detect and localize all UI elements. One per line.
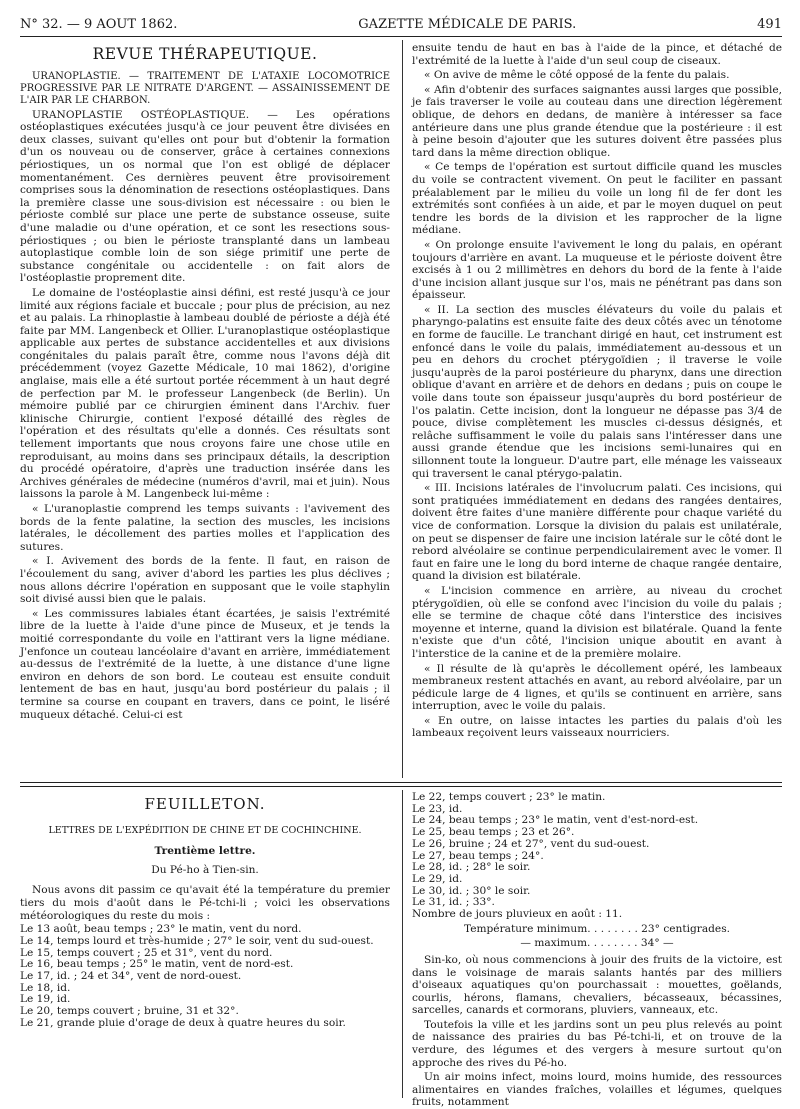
feuilleton-left-column (20, 792, 390, 1098)
feuilleton-paragraph: Un air moins infect, moins lourd, moins humide, des ressources alimentaires en viandes fraîches, volailles et légumes, quelques fruits, notamment (412, 1071, 782, 1109)
weather-log-right (412, 792, 782, 921)
article-paragraph: « L'uranoplastie comprend les temps suivants : l'avivement des bords de la fente palatine, la section des muscles, les incisions latérales, le décollement des parties molles et l'application des sutures. (20, 503, 390, 553)
article-paragraph: « II. La section des muscles élévateurs du voile du palais et pharyngo-palatins est ensuite faite des deux côtés avec un ténotome en forme de faucille. Le tranchant dirigé en haut, cet instrument est enfoncé dans le voile du palais, immédiatement au-dessous et un peu en dehors du crochet ptérygoïdien ; il traverse le voile jusqu'auprès de la paroi postérieure du pharynx, dans une direction oblique d'avant en arrière et de dehors en dedans ; puis on coupe le voile dans toute son épaisseur jusqu'auprès du bord postérieur de l'os palatin. Cette incision, dont la longueur ne dépasse pas 3/4 de pouce, divise complètement les muscles ci-dessus désignés, et relâche suffisamment le voile du palais sans l'intéresser dans une aussi grande étendue que les incisions semi-lunaires qui en sillonnent toute la longueur. D'autre part, elle ménage les vaisseaux qui traversent le canal ptérygo-palatin. (412, 303, 782, 480)
temperature-maximum: — maximum. . . . . . . . 34° — (520, 937, 674, 950)
weather-entry: Le 28, id. ; 28° le soir. (412, 861, 531, 874)
article-paragraph: « III. Incisions latérales de l'involucrum palati. Ces incisions, qui sont pratiquées immédiatement en dedans des rangées dentaires, doivent être faites d'une manière différente pour chaque variété du vice de conformation. Lorsque la division du palais est unilatérale, on peut se dispenser de faire une incision latérale sur le côté dont le rebord alvéolaire se continue perpendiculairement avec le vomer. Il faut en faire une le long du bord interne de chaque rangée dentaire, quand la division est bilatérale. (412, 482, 782, 583)
letter-location: Du Pé-ho à Tien-sin. (151, 863, 259, 876)
weather-entry: Le 29, id. (412, 872, 463, 885)
letter-intro: Nous avons dit passim ce qu'avait été la température du premier tiers du mois d'août dans le Pé-tchi-li ; voici les observations météorologiques du reste du mois : (20, 884, 390, 922)
article-left-column (20, 42, 390, 777)
feuilleton-paragraph: Toutefois la ville et les jardins sont un peu plus relevés au point de naissance des prairies du bas Pé-tchi-li, et on trouve de la verdure, des légumes et des vergers à mesure surtout qu'on approche des rives du Pé-ho. (412, 1018, 782, 1069)
article-right-column (412, 42, 782, 777)
weather-entry: Le 22, temps couvert ; 23° le matin. (412, 791, 606, 803)
weather-entry: Le 16, beau temps ; 25° le matin, vent de nord-est. (20, 958, 294, 971)
article-paragraph: ensuite tendu de haut en bas à l'aide de la pince, et détaché de l'extrémité de la luette à l'aide d'un seul coup de ciseaux. (412, 42, 782, 67)
weather-entry: Le 24, beau temps ; 23° le matin, vent d'est-nord-est. (412, 814, 699, 827)
issue-date: N° 32. — 9 AOUT 1862. (20, 17, 178, 32)
feuilleton-paragraph: Sin-ko, où nous commencions à jouir des fruits de la victoire, est dans le voisinage de marais salants hantés par des milliers d'oiseaux aquatiques qu'on pourchassait : mouettes, goëlands, courlis, hérons, flamans, chevaliers, bécasseaux, bécassines, sarcelles, canards et cormorans, pluviers, vanneaux, etc. (412, 953, 782, 1017)
page-number: 491 (757, 17, 782, 32)
column-divider (402, 40, 403, 778)
weather-entry: Le 13 août, beau temps ; 23° le matin, vent du nord. (20, 923, 302, 936)
article-paragraph: « Ce temps de l'opération est surtout difficile quand les muscles du voile se contractent vivement. On peut le faciliter en passant préalablement par le milieu du voile un long fil de fer dont les extrémités sont confiées à un aide, et par le moyen duquel on peut tendre les bords de la division et les rapprocher de la ligne médiane. (412, 161, 782, 237)
weather-entry: Le 23, id. (412, 802, 463, 815)
weather-log-left (20, 924, 390, 1029)
letter-number: Trentième lettre. (154, 845, 256, 858)
weather-entry: Le 15, temps couvert ; 25 et 31°, vent du nord. (20, 946, 273, 959)
article-paragraph: « I. Avivement des bords de la fente. Il faut, en raison de l'écoulement du sang, aviver d'abord les parties les plus déclives ; nous allons décrire l'opération en supposant que le voile staphylin soit divisé aussi bien que le palais. (20, 555, 390, 606)
weather-entry: Le 26, bruine ; 24 et 27°, vent du sud-ouest. (412, 837, 650, 850)
temperature-minimum: Température minimum. . . . . . . . 23° centigrades. (463, 922, 731, 935)
article-paragraph: « Les commissures labiales étant écartées, je saisis l'extrémité libre de la luette à l'aide d'une pince de Museux, et je tends la moitié correspondante du voile en l'attirant vers la ligne médiane. J'enfonce un couteau lancéolaire d'avant en arrière, immédiatement au-dessus de l'extrémité de la luette, à une distance d'une ligne environ en dehors de son bord. Le couteau est ensuite conduit lentement de bas en haut, jusqu'au bord postérieur du palais ; il termine sa course en coupant en travers, dans ce point, le liséré muqueux détaché. Celui-ci est (20, 607, 390, 721)
weather-entry: Le 14, temps lourd et très-humide ; 27° le soir, vent du sud-ouest. (20, 934, 374, 947)
weather-entry: Le 18, id. (20, 981, 71, 994)
weather-entry: Le 27, beau temps ; 24°. (412, 849, 544, 862)
journal-title: GAZETTE MÉDICALE DE PARIS. (358, 17, 577, 32)
weather-entry: Le 19, id. (20, 993, 71, 1006)
article-paragraph: « L'incision commence en arrière, au niveau du crochet ptérygoïdien, où elle se confond avec l'incision du voile du palais ; elle se termine de chaque côté dans l'interstice des incisives moyenne et interne, quand la division est bilatérale. Quand la fente n'existe que d'un côté, l'incision unique aboutit en avant à l'interstice de la canine et de la première molaire. (412, 584, 782, 660)
article-paragraph: « Il résulte de là qu'après le décollement opéré, les lambeaux membraneux restent attachés en avant, au rebord alvéolaire, par un pédicule large de 4 lignes, et qu'ils se continuent en arrière, sans interruption, avec le voile du palais. (412, 662, 782, 713)
page-header (20, 10, 782, 32)
article-paragraph: URANOPLASTIE OSTÉOPLASTIQUE. — Les opérations ostéoplastiques exécutées jusqu'à ce jour peuvent être divisées en deux classes, suivant qu'elles ont pour but d'obtenir la formation d'un os nouveau ou de conserver, grâce à certaines connexions périostiques, un os normal que l'on est obligé de déplacer momentanément. Ces dernières peuvent être provisoirement comprises sous la dénomination de resections ostéoplastiques. Dans la première classe une sous-division est nécessaire : ou bien le périoste comblé sur place une perte de substance osseuse, suite d'une maladie ou d'une opération, et ce sont les resections sous-périostiques ; ou bien le périoste transplanté dans un lambeau autoplastique comble loin de son siége primitif une perte de substance congénitale ou accidentelle : on fait alors de l'ostéoplastie proprement dite. (20, 108, 390, 285)
rainy-days-count: Nombre de jours pluvieux en août : 11. (412, 908, 623, 921)
feuilleton-rule-bottom (20, 786, 782, 787)
feuilleton-rule-top (20, 782, 782, 783)
newspaper-page (20, 10, 782, 1109)
article-paragraph: « On prolonge ensuite l'avivement le long du palais, en opérant toujours d'arrière en avant. La muqueuse et le périoste doivent être excisés à 1 ou 2 millimètres en dehors du bord de la fente à l'aide d'une incision allant jusque sur l'os, mais ne pénétrant pas dans son épaisseur. (412, 238, 782, 302)
weather-entry: Le 30, id. ; 30° le soir. (412, 884, 531, 897)
feuilleton-title: FEUILLETON. (144, 795, 266, 813)
weather-entry: Le 17, id. ; 24 et 34°, vent de nord-ouest. (20, 969, 242, 982)
article-paragraph: « Afin d'obtenir des surfaces saignantes aussi larges que possible, je fais traverser le voile au couteau dans une direction légèrement oblique, de dehors en dedans, de manière à intéresser sa face antérieure dans une plus grande étendue que la postérieure : il est à peine besoin d'ajouter que les sutures doivent être passées plus tard dans la même direction oblique. (412, 83, 782, 159)
weather-entry: Le 31, id. ; 33°. (412, 896, 495, 909)
weather-entry: Le 25, beau temps ; 23 et 26°. (412, 826, 575, 839)
section-title: REVUE THÉRAPEUTIQUE. (92, 45, 318, 63)
article-subtitle: URANOPLASTIE. — TRAITEMENT DE L'ATAXIE LOCOMOTRICE PROGRESSIVE PAR LE NITRATE D'ARGENT. — ASSAINISSEMENT DE L'AIR PAR LE CHARBON. (20, 70, 390, 106)
letter-heading: LETTRES DE L'EXPÉDITION DE CHINE ET DE COCHINCHINE. (48, 824, 362, 836)
header-rule (20, 36, 782, 37)
feuilleton-right-column (412, 791, 782, 1109)
weather-entry: Le 20, temps couvert ; bruine, 31 et 32°. (20, 1005, 239, 1018)
article-paragraph: « En outre, on laisse intactes les parties du palais d'où les lambeaux reçoivent leurs vaisseaux nourriciers. (412, 714, 782, 740)
article-paragraph: Le domaine de l'ostéoplastie ainsi défini, est resté jusqu'à ce jour limité aux régions faciale et buccale ; pour plus de précision, au nez et au palais. La rhinoplastie à lambeau doublé de périoste a déjà été faite par MM. Langenbeck et Ollier. L'uranoplastique ostéoplastique applicable aux pertes de substance accidentelles et aux divisions congénitales du palais paraît être, comme nous l'avons déjà dit précédemment (voyez Gazette Médicale, 10 mai 1862), d'origine anglaise, mais elle a été surtout portée récemment à un haut degré de perfection par M. le professeur Langenbeck (de Berlin). Un mémoire publié par ce chirurgien éminent dans l'Archiv. fuer klinische Chirurgie, contient l'exposé détaillé des règles de l'opération et des résultats qu'elle a donnés. Ces résultats sont tellement importants que nous croyons faire une chose utile en reproduisant, au moins dans ses principaux détails, la description du procédé opératoire, d'après une traduction insérée dans les Archives générales de médecine (numéros d'avril, mai et juin). Nous laissons la parole à M. Langenbeck lui-même : (20, 286, 390, 501)
article-paragraph: « On avive de même le côté opposé de la fente du palais. (424, 69, 730, 82)
weather-entry: Le 21, grande pluie d'orage de deux à quatre heures du soir. (20, 1016, 346, 1029)
feuilleton-divider (402, 790, 403, 1098)
